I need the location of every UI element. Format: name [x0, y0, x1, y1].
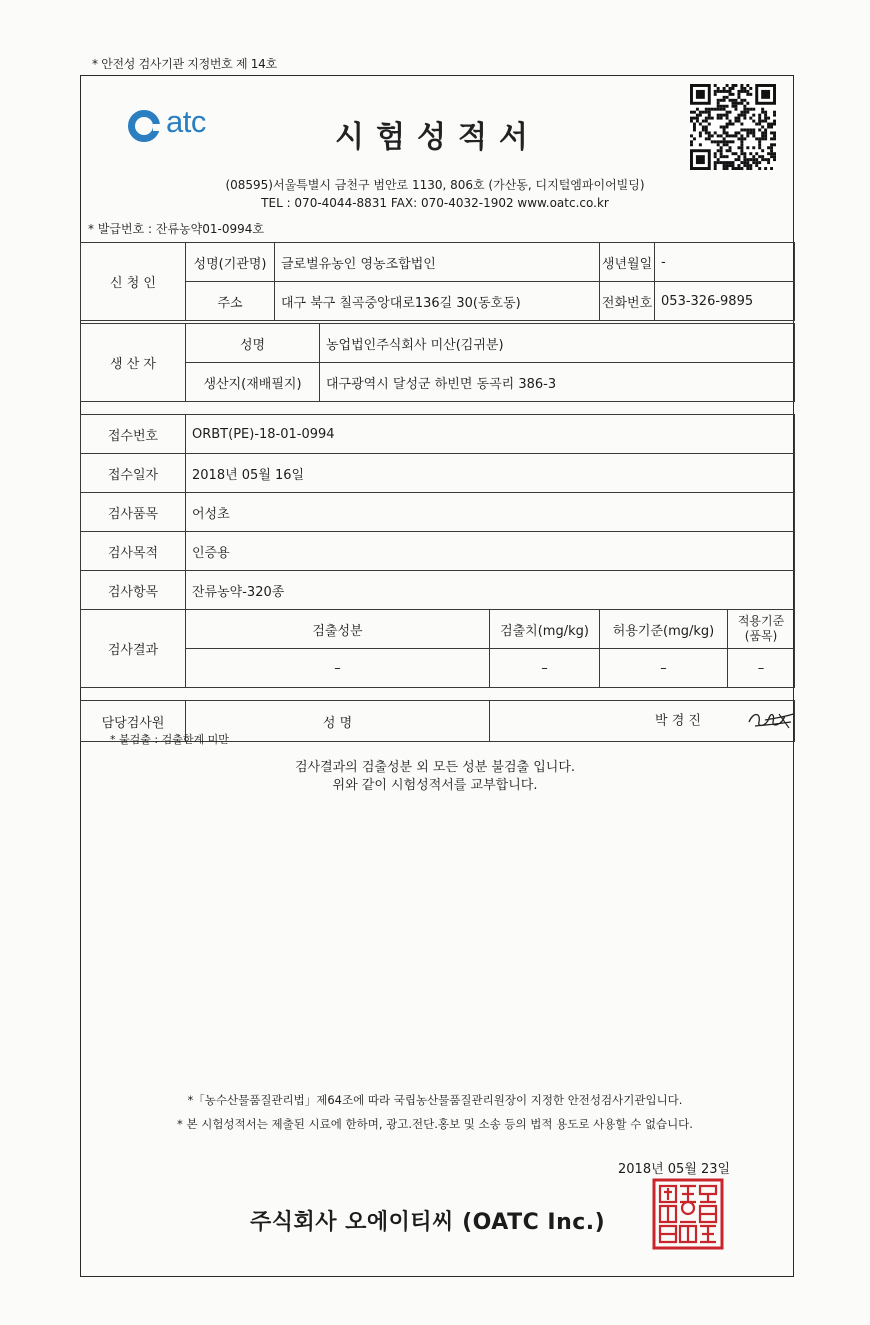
- company-contact: TEL : 070-4044-8831 FAX: 070-4032-1902 www.oatc.co.kr: [261, 196, 609, 210]
- applicant-address-label: 주소: [186, 282, 275, 321]
- applicant-name-value: 글로벌유농인 영농조합법인: [275, 243, 600, 282]
- producer-section-label: 생 산 자: [81, 324, 186, 402]
- detail-row: [81, 493, 795, 532]
- applicant-section-label: 신 청 인: [81, 243, 186, 321]
- results-cell-limit: –: [600, 649, 728, 688]
- applicant-row-1: [81, 243, 795, 282]
- table-spacer: [81, 688, 795, 701]
- test-purpose-value: 인증용: [186, 532, 795, 571]
- legal-note-2: * 본 시험성적서는 제출된 시료에 한하며, 광고.전단.홍보 및 소송 등의 법적 용도로 사용할 수 없습니다.: [177, 1117, 693, 1131]
- logo-o-icon: [128, 110, 160, 142]
- results-cell-standard: –: [728, 649, 795, 688]
- logo-text: atc: [166, 104, 206, 139]
- receipt-number-label: 접수번호: [81, 415, 186, 454]
- detail-row: [81, 415, 795, 454]
- issuance-statement: 위와 같이 시험성적서를 교부합니다.: [332, 778, 538, 793]
- company-seal-icon: [652, 1178, 724, 1250]
- designation-note: * 안전성 검사기관 지정번호 제 14호: [92, 57, 277, 71]
- results-header-row: [81, 610, 795, 649]
- results-cell-detected: –: [490, 649, 600, 688]
- certificate-table: [80, 242, 795, 742]
- applicant-row-2: [81, 282, 795, 321]
- applicant-phone-label: 전화번호: [600, 282, 655, 321]
- test-scope-value: 잔류농약-320종: [186, 571, 795, 610]
- producer-row-1: [81, 324, 795, 363]
- producer-row-2: [81, 363, 795, 402]
- document-title: 시험성적서: [335, 120, 540, 155]
- oatc-logo: [128, 104, 258, 150]
- inspector-name-cell: [490, 701, 795, 742]
- inspector-signature-icon: [745, 706, 794, 736]
- company-address: (08595)서울특별시 금천구 범안로 1130, 806호 (가산동, 디지털엠파이어빌딩): [225, 178, 645, 192]
- inspector-name-label: 성 명: [186, 701, 490, 742]
- qr-code-icon: [690, 84, 776, 170]
- test-item-label: 검사품목: [81, 493, 186, 532]
- results-header-detected: 검출치(mg/kg): [490, 610, 600, 649]
- producer-origin-label: 생산지(재배필지): [186, 363, 320, 402]
- legal-note-1: *「농수산물품질관리법」제64조에 따라 국립농산물품질관리원장이 지정한 안전성검사기관입니다.: [187, 1093, 683, 1107]
- test-item-value: 어성초: [186, 493, 795, 532]
- results-cell-component: –: [186, 649, 490, 688]
- issue-date: 2018년 05월 23일: [618, 1162, 731, 1177]
- detail-row: [81, 454, 795, 493]
- applicant-phone-value: 053-326-9895: [655, 282, 795, 321]
- applicant-birth-label: 생년월일: [600, 243, 655, 282]
- issue-number: * 발급번호 : 잔류농약01-0994호: [88, 222, 264, 236]
- producer-name-label: 성명: [186, 324, 320, 363]
- applicant-address-value: 대구 북구 칠곡중앙대로136길 30(동호동): [275, 282, 600, 321]
- inspector-label: 담당검사원: [81, 701, 186, 742]
- detail-row: [81, 571, 795, 610]
- test-scope-label: 검사항목: [81, 571, 186, 610]
- company-name: 주식회사 오에이티씨 (OATC Inc.): [250, 1210, 606, 1235]
- inspector-name-value: 박 경 진: [655, 713, 701, 729]
- result-statement: 검사결과의 검출성분 외 모든 성분 불검출 입니다.: [294, 760, 576, 775]
- results-header-limit: 허용기준(mg/kg): [600, 610, 728, 649]
- applicant-birth-value: -: [655, 243, 795, 282]
- results-data-row: [81, 649, 795, 688]
- test-purpose-label: 검사목적: [81, 532, 186, 571]
- detail-row: [81, 532, 795, 571]
- receipt-date-label: 접수일자: [81, 454, 186, 493]
- results-header-component: 검출성분: [186, 610, 490, 649]
- receipt-date-value: 2018년 05월 16일: [186, 454, 795, 493]
- receipt-number-value: ORBT(PE)-18-01-0994: [186, 415, 795, 454]
- applicant-name-label: 성명(기관명): [186, 243, 275, 282]
- producer-origin-value: 대구광역시 달성군 하빈면 동곡리 386-3: [320, 363, 795, 402]
- producer-name-value: 농업법인주식회사 미산(김귀분): [320, 324, 795, 363]
- results-section-label: 검사결과: [81, 610, 186, 688]
- table-spacer: [81, 402, 795, 415]
- non-detect-note: * 불검출 : 검출한계 미만: [110, 733, 229, 746]
- results-header-standard: 적용기준 (품목): [728, 610, 795, 649]
